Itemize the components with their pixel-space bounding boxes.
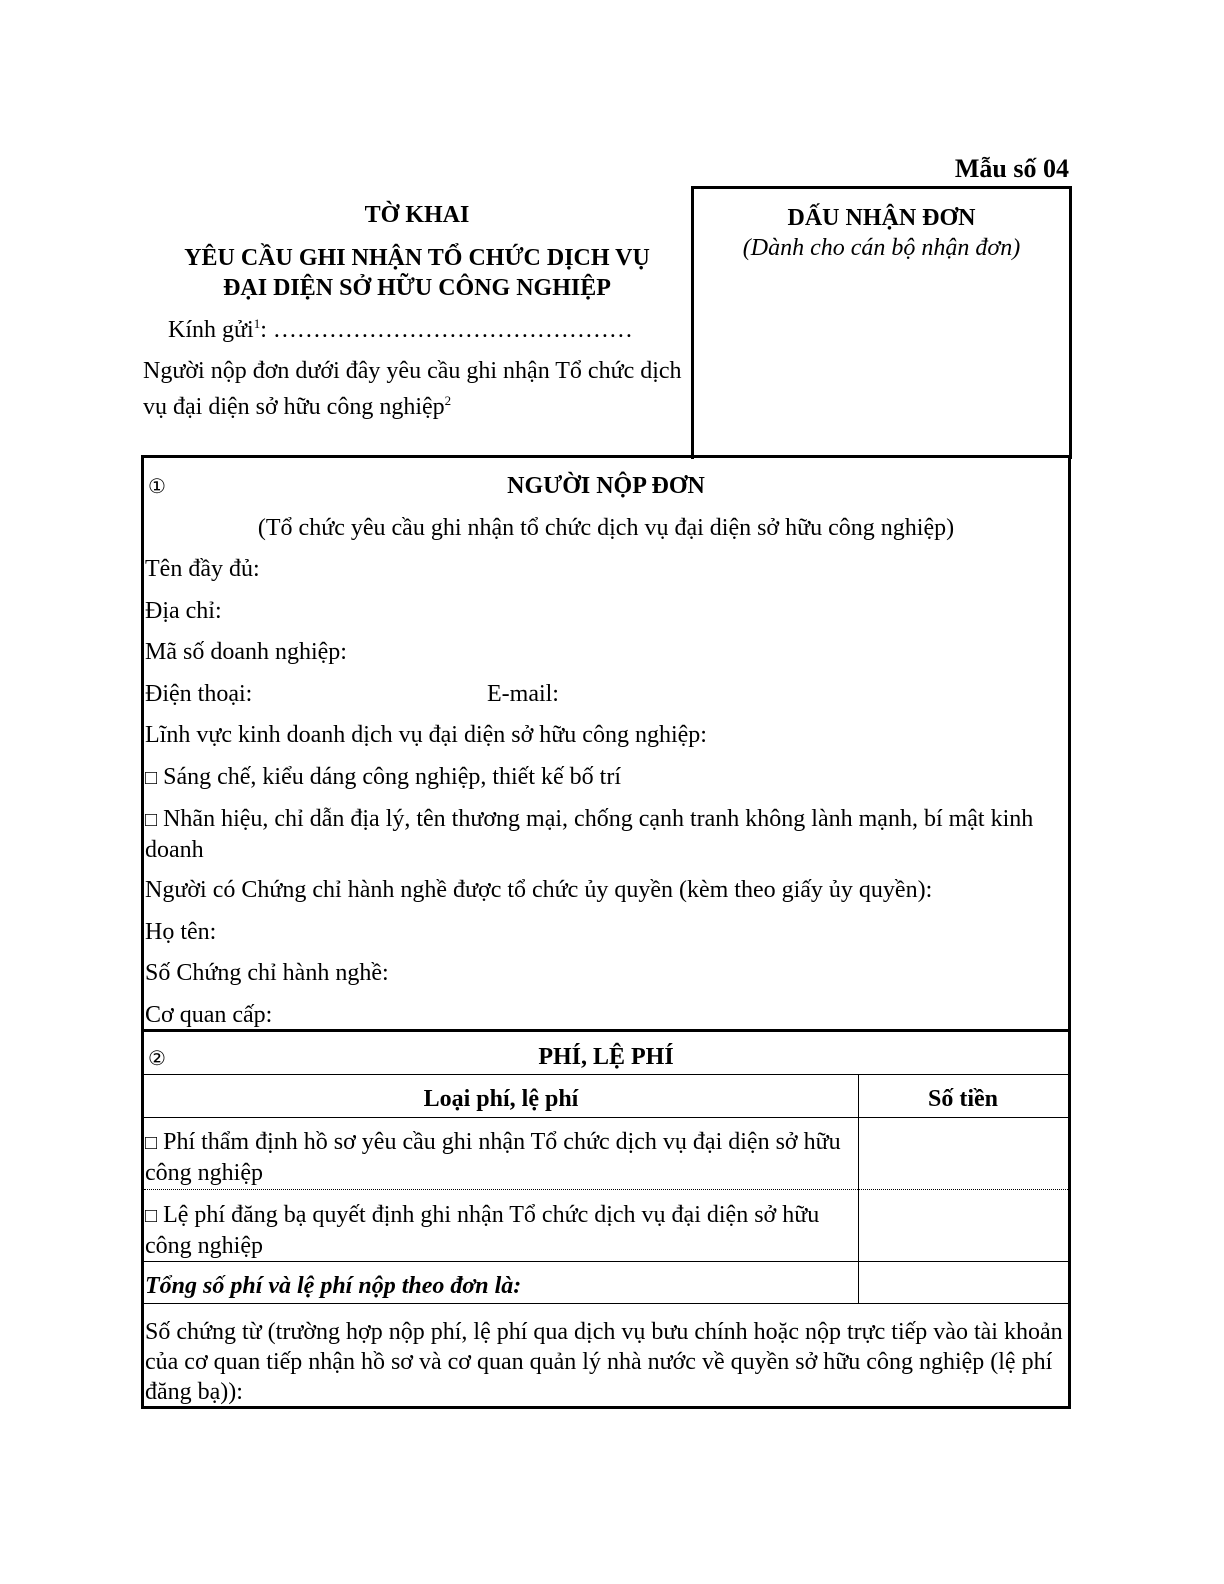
issuing-agency-label: Cơ quan cấp:: [145, 1002, 273, 1028]
form-number: Mẫu số 04: [954, 154, 1069, 183]
option-patent-label: Sáng chế, kiểu dáng công nghiệp, thiết kế bố trí: [163, 764, 621, 790]
intro-body: Người nộp đơn dưới đây yêu cầu ghi nhận Tổ chức dịch vụ đại diện sở hữu công nghiệp: [143, 358, 682, 420]
receipt-number-label: Số chứng từ (trường hợp nộp phí, lệ phí qua dịch vụ bưu chính hoặc nộp trực tiếp vào tài khoản của cơ quan tiếp nhận hồ sơ và cơ quan quản lý nhà nước về quyền sở hữu công nghiệp (lệ phí đăng bạ)):: [145, 1319, 1063, 1405]
fee-table-header-border: [144, 1117, 1068, 1118]
business-field-label: Lĩnh vực kinh doanh dịch vụ đại diện sở hữu công nghiệp:: [145, 722, 707, 748]
footnote-ref-2: 2: [444, 393, 452, 408]
full-name-label: Tên đầy đủ:: [145, 556, 260, 582]
fee-registration-label: Lệ phí đăng bạ quyết định ghi nhận Tổ chức dịch vụ đại diện sở hữu công nghiệp: [145, 1202, 820, 1259]
phone-label: Điện thoại:: [145, 681, 253, 707]
authorized-person-label: Người có Chứng chỉ hành nghề được tổ chức ủy quyền (kèm theo giấy ủy quyền):: [145, 877, 933, 903]
form-header: [143, 188, 691, 456]
option-patent-checkbox[interactable]: □: [145, 767, 158, 789]
section-1-title: NGƯỜI NỘP ĐƠN: [507, 473, 705, 499]
fee-appraisal-checkbox[interactable]: □: [145, 1132, 158, 1154]
fee-table-bottom-border: [144, 1303, 1068, 1304]
fee-amount-header: Số tiền: [927, 1086, 998, 1112]
fee-row-registration: [145, 1200, 853, 1261]
fee-row-separator: [144, 1189, 1068, 1190]
form-subtitle: [143, 243, 691, 303]
fee-type-header: Loại phí, lệ phí: [423, 1086, 579, 1112]
fee-registration-checkbox[interactable]: □: [145, 1205, 158, 1227]
option-trademark: [145, 804, 1060, 865]
section-divider: [144, 1029, 1068, 1032]
section-1-subtitle: (Tổ chức yêu cầu ghi nhận tổ chức dịch vụ đại diện sở hữu công nghiệp): [257, 515, 955, 541]
certificate-number-label: Số Chứng chỉ hành nghề:: [145, 960, 389, 986]
fee-total-border: [144, 1261, 1068, 1262]
person-name-label: Họ tên:: [145, 919, 217, 945]
subtitle-line-2: ĐẠI DIỆN SỞ HỮU CÔNG NGHIỆP: [223, 275, 611, 301]
fee-table-top-border: [144, 1074, 1068, 1075]
option-patent: [145, 762, 621, 793]
section-1-number: ①: [148, 476, 166, 498]
recipient-label: Kính gửi: [168, 317, 254, 343]
intro-text: [143, 356, 683, 422]
business-code-label: Mã số doanh nghiệp:: [145, 639, 347, 665]
recipient-dots: : ………………………………………: [260, 317, 633, 343]
footnote-ref-1: 1: [253, 316, 261, 331]
address-label: Địa chỉ:: [145, 598, 222, 624]
form-title: TỜ KHAI: [364, 202, 470, 228]
email-label: E-mail:: [487, 681, 559, 707]
subtitle-line-1: YÊU CẦU GHI NHẬN TỔ CHỨC DỊCH VỤ: [184, 245, 650, 271]
stamp-title: DẤU NHẬN ĐƠN: [787, 205, 976, 231]
fee-row-appraisal: [145, 1127, 853, 1188]
option-trademark-checkbox[interactable]: □: [145, 809, 158, 831]
application-form-body: [141, 455, 1071, 1409]
fee-total-label: Tổng số phí và lệ phí nộp theo đơn là:: [145, 1273, 522, 1299]
receipt-stamp-box: [691, 186, 1072, 459]
fee-appraisal-label: Phí thẩm định hồ sơ yêu cầu ghi nhận Tổ chức dịch vụ đại diện sở hữu công nghiệp: [145, 1129, 841, 1186]
stamp-subtitle: (Dành cho cán bộ nhận đơn): [742, 235, 1021, 261]
section-2-number: ②: [148, 1048, 166, 1070]
recipient-line: [168, 316, 633, 344]
section-2-title: PHÍ, LỆ PHÍ: [538, 1044, 674, 1070]
option-trademark-label: Nhãn hiệu, chỉ dẫn địa lý, tên thương mại, chống cạnh tranh không lành mạnh, bí mật kinh doanh: [145, 806, 1034, 863]
